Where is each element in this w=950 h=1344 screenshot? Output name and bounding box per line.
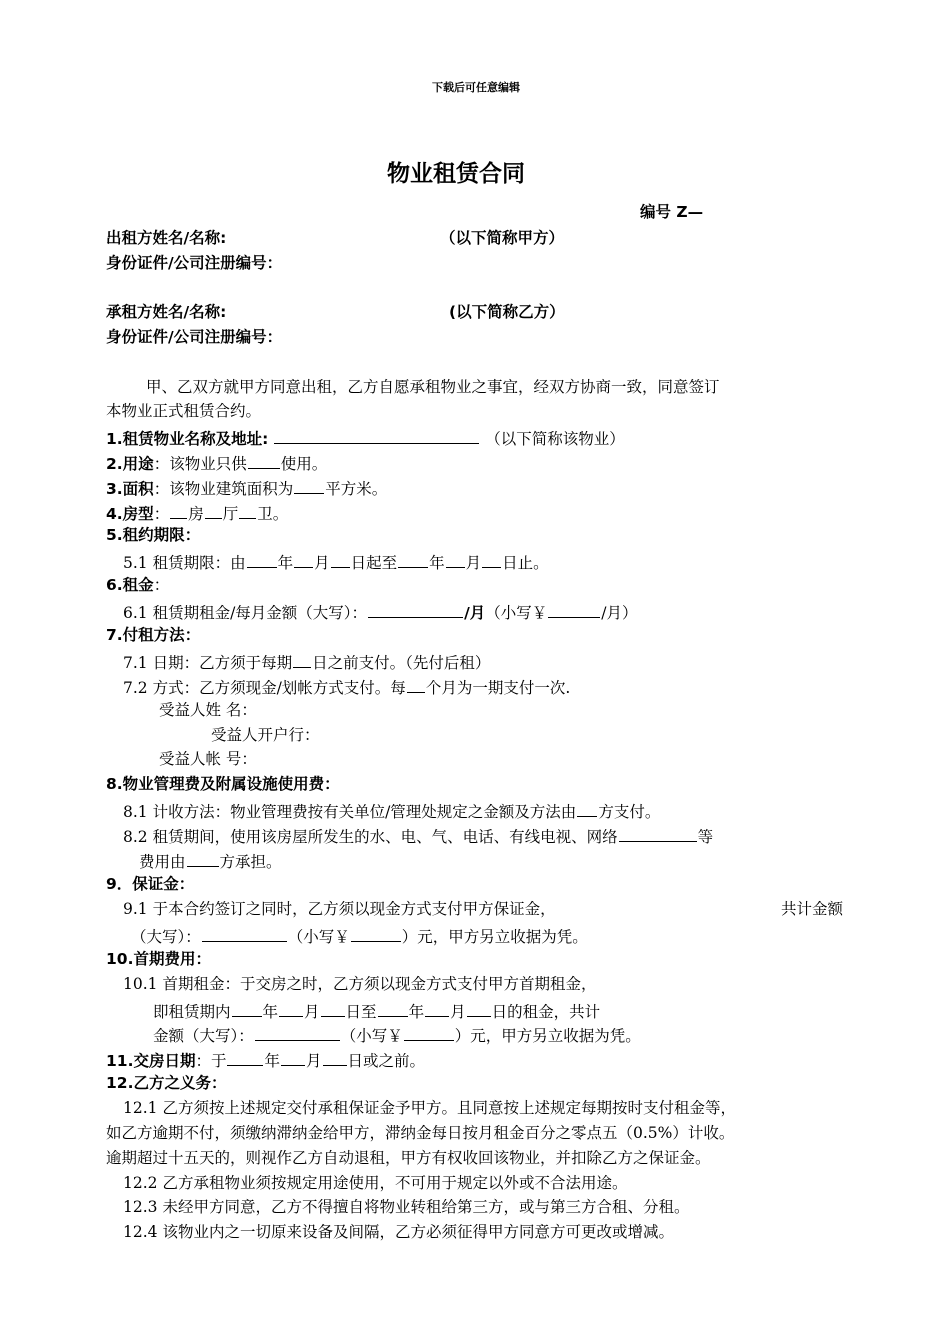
first-start-month-label: 月 <box>304 1003 320 1021</box>
clause-12-4: 12.4 该物业内之一切原来设备及间隔，乙方必须征得甲方同意方可更改或增减。 <box>123 1223 674 1241</box>
first-amount-text-a: 金额（大写）： <box>153 1027 254 1045</box>
clause-8-1 <box>123 802 660 821</box>
start-month-blank <box>294 553 313 568</box>
clause-10-1-amount <box>153 1026 641 1045</box>
clause-7-heading-line <box>106 628 200 644</box>
lessor-id-label: 身份证件/公司注册编号： <box>106 254 283 272</box>
clause-9-1-text-a: 9.1 于本合约签订之同时，乙方须以现金方式支付甲方保证金， <box>123 900 556 918</box>
monthly-rent-words-blank <box>368 603 463 618</box>
lessor-name-label: 出租方姓名/名称: <box>106 229 227 247</box>
clause-9-1-cont <box>131 927 588 946</box>
payee-bank-label: 受益人开户行： <box>211 726 320 744</box>
first-start-day-label: 日至 <box>345 1003 377 1021</box>
clause-10-heading: 10.首期费用 <box>106 950 196 968</box>
header-note: 下载后可任意编辑 <box>432 81 520 94</box>
deposit-figure-blank <box>351 927 401 942</box>
deposit-words-blank <box>202 927 287 942</box>
serial-number: 编号 Z— <box>640 203 704 221</box>
clause-6-1-text-d: /月） <box>601 604 638 622</box>
intro-line-2: 本物业正式租赁合约。 <box>106 402 262 420</box>
clause-3-text-a: ：该物业建筑面积为 <box>153 480 294 498</box>
clause-11-heading: 11.交房日期 <box>106 1052 196 1070</box>
clause-1-tail: （以下简称该物业） <box>485 430 625 448</box>
clause-5-heading-line <box>106 528 200 544</box>
property-address-blank <box>274 429 479 444</box>
per-month-label: /月 <box>464 604 486 622</box>
clause-12-heading-line: 12.乙方之义务： <box>106 1074 227 1092</box>
handover-month-blank <box>281 1051 305 1066</box>
clause-4-heading: 4.房型 <box>106 505 154 523</box>
first-end-month-blank <box>425 1002 449 1017</box>
clause-9-heading-line: 9．保证金： <box>106 875 195 893</box>
utilities-blank <box>619 827 697 842</box>
clause-12-2: 12.2 乙方承租物业须按规定用途使用，不可用于规定以外或不合法用途。 <box>123 1174 628 1192</box>
halls-blank <box>205 504 222 519</box>
clause-5-1 <box>123 553 549 572</box>
start-year-label: 年 <box>277 554 294 572</box>
payee-account-label: 受益人帐 号： <box>159 750 257 768</box>
intro-line-1: 甲、乙双方就甲方同意出租，乙方自愿承租物业之事宜，经双方协商一致，同意签订 <box>146 378 720 396</box>
area-blank <box>294 479 324 494</box>
halls-label: 厅 <box>222 505 239 523</box>
clause-6-1 <box>123 603 637 622</box>
clause-11-text-a: ：于 <box>195 1052 227 1070</box>
clause-12-heading: 12.乙方之义务 <box>106 1074 211 1092</box>
end-month-blank <box>446 553 465 568</box>
clause-7-colon: ： <box>184 626 201 644</box>
first-start-day-blank <box>321 1002 345 1017</box>
first-end-year-blank <box>378 1002 408 1017</box>
clause-2 <box>106 454 327 473</box>
clause-10-1: 10.1 首期租金：于交房之时，乙方须以现金方式支付甲方首期租金， <box>123 975 597 993</box>
clause-8-2-cont <box>139 852 282 871</box>
lessee-id-label: 身份证件/公司注册编号： <box>106 328 283 346</box>
first-start-year-blank <box>232 1002 262 1017</box>
clause-6-colon: ： <box>153 576 170 594</box>
clause-5-1-text-a: 5.1 租赁期限：由 <box>123 554 246 572</box>
rooms-label: 房 <box>188 505 204 523</box>
clause-7-2 <box>123 678 570 697</box>
clause-11-text-d: 日或之前。 <box>347 1052 426 1070</box>
clause-7-1 <box>123 653 490 672</box>
start-month-label: 月 <box>314 554 330 572</box>
pay-day-blank <box>293 653 311 668</box>
clause-9-heading: 9．保证金 <box>106 875 179 893</box>
lessee-name-label: 承租方姓名/名称: <box>106 303 227 321</box>
handover-day-blank <box>323 1051 347 1066</box>
clause-8-2-cont-text-a: 费用由 <box>139 853 186 871</box>
clause-6-heading: 6.租金 <box>106 576 154 594</box>
clause-12-3: 12.3 未经甲方同意，乙方不得擅自将物业转租给第三方，或与第三方合租、分租。 <box>123 1198 690 1216</box>
clause-7-1-text-a: 7.1 日期：乙方须于每期 <box>123 654 293 672</box>
clause-8-1-text-b: 方支付。 <box>598 803 661 821</box>
page-title: 物业租赁合同 <box>387 161 525 187</box>
clause-9-1 <box>123 902 556 918</box>
clause-2-heading: 2.用途 <box>106 455 154 473</box>
utilities-payer-blank <box>187 852 219 867</box>
first-rent-words-blank <box>255 1026 340 1041</box>
lessor-alias: （以下简称甲方） <box>440 229 565 247</box>
first-period-text-a: 即租赁期内 <box>153 1003 231 1021</box>
clause-8-2 <box>123 827 713 846</box>
mgmt-fee-payer-blank <box>577 802 597 817</box>
clause-7-2-text-b: 个月为一期支付一次. <box>425 679 571 697</box>
handover-year-blank <box>227 1051 263 1066</box>
first-end-year-label: 年 <box>408 1003 425 1021</box>
clause-1-heading: 1.租赁物业名称及地址: <box>106 430 269 448</box>
usage-blank <box>248 454 280 469</box>
end-day-blank <box>482 553 501 568</box>
handover-month-label: 月 <box>306 1052 322 1070</box>
clause-8-1-text-a: 8.1 计收方法：物业管理费按有关单位/管理处规定之金额及方法由 <box>123 803 577 821</box>
clause-12-1-line-2: 如乙方逾期不付，须缴纳滞纳金给甲方，滞纳金每日按月租金百分之零点五（0.5%）计收。 <box>106 1124 735 1142</box>
clause-9-1-cont-text-c: ）元，甲方另立收据为凭。 <box>401 928 588 946</box>
clause-2-text-b: 使用。 <box>280 455 328 473</box>
clause-10-heading-line: 10.首期费用： <box>106 950 211 968</box>
clause-9-1-cont-text-b: （小写￥ <box>287 928 350 946</box>
clause-7-heading: 7.付租方法 <box>106 626 185 644</box>
payee-name-label: 受益人姓 名： <box>159 701 257 719</box>
clause-1 <box>106 429 625 448</box>
first-amount-text-b: （小写￥ <box>340 1027 403 1045</box>
clause-3-heading: 3.面积 <box>106 480 154 498</box>
first-start-year-label: 年 <box>262 1003 279 1021</box>
clause-9-1-cont-text-a: （大写）： <box>131 928 201 946</box>
clause-4-colon: ： <box>153 505 170 523</box>
end-month-label: 月 <box>465 554 482 572</box>
clause-12-1-line-3: 逾期超过十五天的，则视作乙方自动退租，甲方有权收回该物业，并扣除乙方之保证金。 <box>106 1149 711 1167</box>
clause-7-1-text-b: 日之前支付。（先付后租） <box>312 654 491 672</box>
rooms-blank <box>170 504 187 519</box>
clause-4 <box>106 504 288 523</box>
start-day-blank <box>331 553 350 568</box>
clause-11 <box>106 1051 425 1070</box>
clause-8-2-text-a: 8.2 租赁期间，使用该房屋所发生的水、电、气、电话、有线电视、网络 <box>123 828 618 846</box>
pay-period-blank <box>407 678 425 693</box>
baths-blank <box>239 504 256 519</box>
handover-year-label: 年 <box>264 1052 280 1070</box>
end-year-label: 年 <box>429 554 445 572</box>
clause-7-2-text-a: 7.2 方式：乙方须现金/划帐方式支付。每 <box>123 679 406 697</box>
clause-8-2-cont-text-b: 方承担。 <box>219 853 282 871</box>
clause-12-1-line-1: 12.1 乙方须按上述规定交付承租保证金予甲方。且同意按上述规定每期按时支付租金等， <box>123 1099 736 1117</box>
start-day-label: 日起至 <box>350 554 398 572</box>
first-end-day-blank <box>467 1002 491 1017</box>
first-end-month-label: 月 <box>450 1003 466 1021</box>
clause-5-colon: ： <box>184 526 201 544</box>
monthly-rent-figure-blank <box>548 603 600 618</box>
first-rent-figure-blank <box>404 1026 454 1041</box>
first-period-text-g: 日的租金，共计 <box>491 1003 601 1021</box>
clause-3 <box>106 479 387 498</box>
end-year-blank <box>398 553 428 568</box>
clause-6-1-text-c: （小写￥ <box>485 604 548 622</box>
clause-6-1-text-a: 6.1 租赁期租金/每月金额（大写）： <box>123 604 368 622</box>
lessee-alias: (以下简称乙方） <box>449 303 565 321</box>
end-day-label: 日止。 <box>502 554 549 572</box>
clause-8-heading: 8.物业管理费及附属设施使用费： <box>106 775 340 793</box>
clause-6-heading-line <box>106 578 169 594</box>
baths-label: 卫。 <box>257 505 289 523</box>
first-start-month-blank <box>279 1002 303 1017</box>
clause-3-text-b: 平方米。 <box>325 480 388 498</box>
clause-9-1-total-label: 共计金额 <box>781 900 844 918</box>
clause-8-2-text-b: 等 <box>697 828 714 846</box>
clause-2-text-a: ：该物业只供 <box>153 455 247 473</box>
clause-5-heading: 5.租约期限 <box>106 526 185 544</box>
first-amount-text-c: ）元，甲方另立收据为凭。 <box>454 1027 641 1045</box>
clause-10-1-period <box>153 1002 600 1021</box>
start-year-blank <box>247 553 277 568</box>
